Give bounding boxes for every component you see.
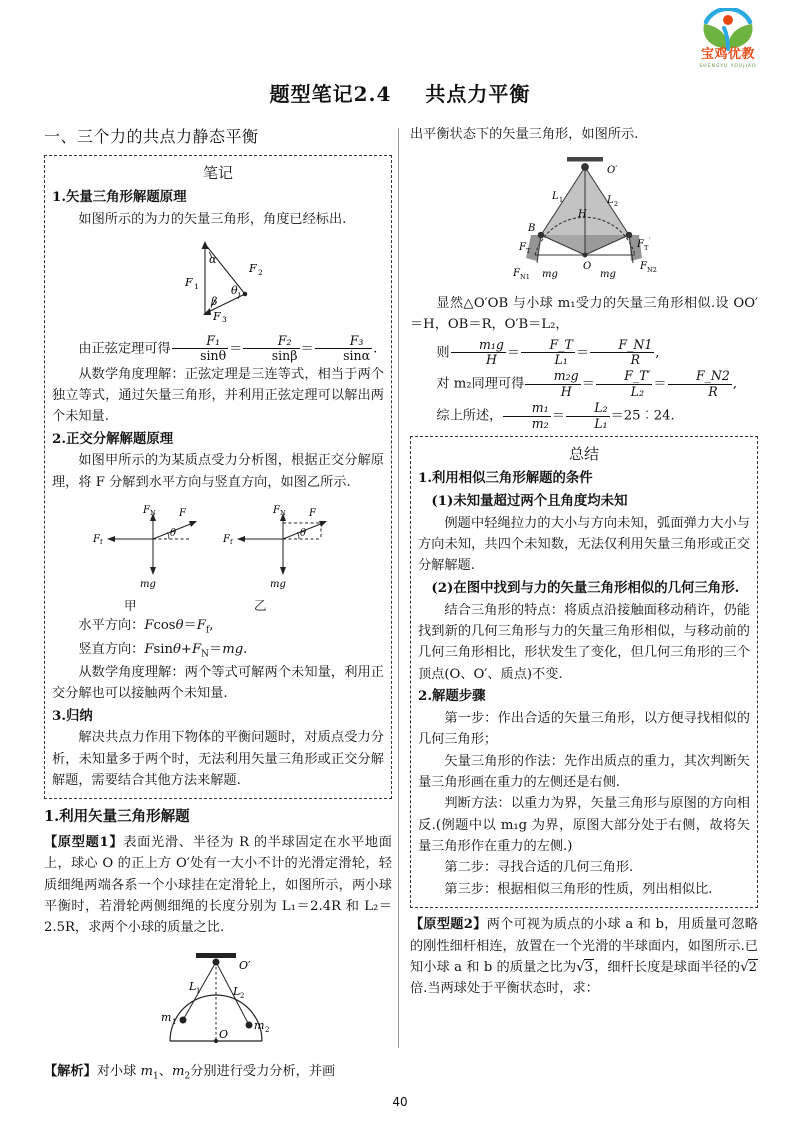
summary-item-2-heading: 2.解题步骤 bbox=[418, 688, 486, 705]
note-item-1-text: 如图所示的为力的矢量三角形，角度已经标出. bbox=[78, 211, 347, 227]
svg-text:L: L bbox=[552, 191, 559, 203]
note-item-3-text: 解决共点力作用下物体的平衡问题时，对质点受力分析，未知量多于两个时，无法利用矢量三角形或正交分解解题，需要结合其他方法来解题. bbox=[52, 730, 384, 788]
svg-text:O′: O′ bbox=[607, 165, 618, 177]
eq2-n2: F_T′ bbox=[624, 368, 651, 384]
left-column bbox=[44, 124, 392, 1084]
problem-2-text-b: ，细杆长度是球面半径的 bbox=[594, 959, 741, 975]
page-title bbox=[0, 78, 800, 107]
svg-text:L: L bbox=[607, 195, 614, 207]
sine-rule-n2: F₂ bbox=[277, 332, 292, 348]
eq3-n2: L₂ bbox=[594, 400, 608, 416]
vector-triangle-svg bbox=[153, 236, 283, 322]
svg-text:F: F bbox=[640, 261, 647, 273]
eq3-d2: L₁ bbox=[566, 416, 610, 431]
sine-rule-d3: sinα bbox=[315, 348, 372, 363]
svg-text:f: f bbox=[100, 538, 103, 547]
svg-text:F: F bbox=[309, 508, 316, 520]
equation-m2-lead: 对 m₂同理可得 bbox=[436, 377, 525, 392]
notes-box-title: 笔记 bbox=[202, 163, 233, 182]
continuation-text: 出平衡状态下的矢量三角形，如图所示. bbox=[410, 127, 639, 142]
svg-text:2: 2 bbox=[240, 991, 245, 1000]
problem-2-tag: 【原型题2】 bbox=[410, 917, 487, 933]
summary-step-1-method: 判断方法：以重力为界，矢量三角形与原图的方向相反.(例题中以 m₁g 为界，原图大部分处于右侧，故将矢量三角形作在重力的左侧.) bbox=[418, 796, 750, 855]
svg-text:L: L bbox=[189, 979, 197, 993]
problem-2-sqrt-2: 2 bbox=[748, 959, 757, 975]
summary-step-1: 第一步：作出合适的矢量三角形，以方便寻找相似的几何三角形； bbox=[418, 710, 750, 748]
right-column bbox=[410, 124, 758, 1000]
svg-text:F: F bbox=[185, 276, 193, 290]
svg-text:F: F bbox=[213, 310, 221, 323]
logo-brand-name: 宝鸡优教 bbox=[700, 47, 755, 62]
svg-text:2: 2 bbox=[258, 268, 263, 278]
problem-2-text-c: 倍.当两球处于平衡状态时，求： bbox=[410, 981, 599, 997]
note-item-2-heading: 2.正交分解解题原理 bbox=[52, 430, 174, 447]
svg-text:mg: mg bbox=[140, 579, 156, 591]
svg-text:N2: N2 bbox=[647, 266, 657, 275]
sine-rule-n1: F₁ bbox=[206, 332, 220, 348]
eq3-result: ＝25︰24. bbox=[610, 408, 675, 424]
svg-text:F: F bbox=[637, 239, 644, 251]
svg-text:1: 1 bbox=[194, 282, 199, 292]
problem-2-sqrt-1: 3 bbox=[584, 959, 594, 975]
svg-text:θ: θ bbox=[300, 528, 307, 540]
equation-m2: 对 m₂同理可得 $\frac{\text{m₂g}}{H}$ ＝ $\frac{F\_T'}{\text{L₂}}$ ＝ $\frac{F\_N2}{R}$ , bbox=[436, 368, 738, 399]
summary-step-3: 第三步：根据相似三角形的性质，列出相似比. bbox=[444, 881, 713, 897]
svg-text:F: F bbox=[519, 242, 526, 254]
eq1-n3: F_N1 bbox=[618, 336, 653, 352]
svg-text:1: 1 bbox=[172, 1017, 177, 1026]
eq1-d1: H bbox=[451, 352, 506, 367]
svg-text:T: T bbox=[644, 244, 649, 253]
svg-text:α: α bbox=[209, 253, 217, 267]
sine-rule-d2: sinβ bbox=[243, 348, 299, 363]
svg-text:L: L bbox=[233, 984, 241, 998]
topic-heading: 1.利用矢量三角形解题 bbox=[44, 808, 190, 826]
eq2-n3: F_N2 bbox=[695, 368, 730, 384]
section-heading: 一、三个力的共点力静态平衡 bbox=[44, 127, 259, 146]
note-item-3-heading: 3.归纳 bbox=[52, 707, 93, 724]
svg-text:θ: θ bbox=[170, 528, 177, 540]
summary-condition-1-text: 例题中轻绳拉力的大小与方向未知，弧面弹力大小与方向未知，共四个未知数，无法仅利用矢量三角形或正交分解解题. bbox=[418, 515, 750, 574]
sine-rule-n3: F₃ bbox=[349, 332, 364, 348]
note-item-1-explanation: 从数学角度理解：正弦定理是三连等式，相当于两个独立等式，通过矢量三角形，并利用正弦定理可以解出两个未知量. bbox=[52, 366, 384, 425]
note-item-2-text: 如图甲所示的为某质点受力分析图，根据正交分解原理，将 F 分解到水平方向与竖直方向，如图乙所示. bbox=[52, 453, 384, 490]
logo-brand-pinyin: SHENGYU YOUJIAO bbox=[699, 63, 757, 69]
figure-caption-jia: 甲 bbox=[124, 598, 137, 614]
summary-condition-1-heading: (1)未知量超过两个且角度均未知 bbox=[431, 493, 628, 510]
svg-text:F: F bbox=[179, 508, 186, 520]
equation-m1: 则 $\frac{\text{m₁g}}{H}$ ＝ $\frac{F\_T}{\text{L₁}}$ ＝ $\frac{F\_N1}{R}$ , bbox=[436, 336, 660, 367]
eq2-n1: m₂g bbox=[553, 368, 579, 384]
svg-text:F: F bbox=[249, 262, 257, 276]
eq2-d2: L₂ bbox=[596, 384, 653, 399]
similar-triangles-force-figure bbox=[410, 151, 758, 288]
problem-1-tag: 【原型题1】 bbox=[44, 834, 124, 850]
svg-text:mg: mg bbox=[270, 579, 286, 591]
svg-text:θ: θ bbox=[231, 284, 238, 298]
similar-triangles-svg bbox=[479, 151, 689, 281]
svg-text:T: T bbox=[526, 247, 531, 256]
page-number: 40 bbox=[392, 1095, 408, 1109]
svg-text:N: N bbox=[280, 509, 286, 518]
svg-text:mg: mg bbox=[542, 269, 558, 281]
eq2-d3: R bbox=[668, 384, 732, 399]
column-divider bbox=[398, 128, 399, 1048]
svg-text:N: N bbox=[150, 509, 156, 518]
equation-ratio: 综上所述， $\frac{\text{m₁}}{\text{m₂}}$ ＝ $\frac{\text{L₂}}{\text{L₁}}$ ＝25︰24. bbox=[436, 400, 675, 431]
eq1-d3: R bbox=[590, 352, 654, 367]
problem-1-text: 表面光滑、半径为 R 的半球固定在水平地面上，球心 O 的正上方 O′处有一大小不计的光滑定滑轮，轻质细绳两端各系一个小球挂在定滑轮上，如图所示，两小球平衡时，若滑轮两侧细绳的长度分别为 L₁＝2.4R 和 L₂＝2.5R，求两个小球的质量之比. bbox=[44, 834, 392, 936]
svg-text:F: F bbox=[273, 505, 280, 517]
svg-text:m: m bbox=[254, 1018, 265, 1032]
equation-m1-lead: 则 bbox=[436, 345, 450, 361]
svg-text:F: F bbox=[93, 534, 100, 546]
svg-text:m: m bbox=[161, 1010, 172, 1024]
figure-caption-yi: 乙 bbox=[254, 598, 267, 614]
summary-condition-2-heading: (2)在图中找到与力的矢量三角形相似的几何三角形. bbox=[431, 579, 740, 596]
page-title-label: 题型笔记2.4 bbox=[269, 82, 392, 106]
summary-box bbox=[410, 436, 758, 908]
svg-text:2: 2 bbox=[614, 200, 619, 209]
equation-horizontal: 水平方向：$Fcos\theta=F_f$, bbox=[78, 618, 214, 637]
orthogonal-decomposition-figure bbox=[52, 499, 384, 614]
svg-text:1: 1 bbox=[559, 196, 564, 205]
svg-text:′: ′ bbox=[649, 237, 651, 246]
sine-rule-d1: sinθ bbox=[172, 348, 228, 363]
svg-text:O: O bbox=[583, 261, 592, 273]
svg-text:β: β bbox=[211, 295, 218, 309]
problem-2: 【原型题2】两个可视为质点的小球 a 和 b，用质量可忽略的刚性细杆相连，放置在一个光滑的半球面内，如图所示.已知小球 a 和 b 的质量之比为√3，细杆长度是球面半径的√2倍.当两球处于平衡状态时，求： bbox=[410, 917, 758, 997]
brand-logo bbox=[680, 8, 776, 70]
hemisphere-pulley-svg bbox=[123, 945, 313, 1050]
summary-step-1-note: 矢量三角形的作法：先作出质点的重力，其次判断矢量三角形画在重力的左侧还是右侧. bbox=[418, 753, 750, 790]
hemisphere-pulley-figure bbox=[44, 945, 392, 1057]
summary-step-2: 第二步：寻找合适的几何三角形. bbox=[444, 860, 634, 876]
svg-text:f: f bbox=[230, 538, 233, 547]
equation-vertical: 竖直方向：$Fsin\theta+F_N=mg$. bbox=[78, 641, 248, 660]
summary-condition-2-text: 结合三角形的特点：将质点沿接触面移动稍许，仍能找到新的几何三角形与力的矢量三角形相似，与移动前的几何三角形相比，形状发生了变化，但几何三角形的三个顶点(O、O′、质点)不变. bbox=[418, 602, 750, 682]
svg-text:O: O bbox=[219, 1027, 229, 1041]
svg-text:2: 2 bbox=[265, 1025, 270, 1034]
analysis-tag: 【解析】 bbox=[44, 1064, 97, 1080]
svg-text:N1: N1 bbox=[520, 273, 530, 282]
note-item-1-heading: 1.矢量三角形解题原理 bbox=[52, 189, 187, 206]
page-title-topic: 共点力平衡 bbox=[425, 82, 531, 106]
similarity-paragraph: 显然△O′OB 与小球 m₁受力的矢量三角形相似.设 OO′＝H，OB＝R，O′B＝L₂， bbox=[410, 295, 758, 333]
analysis-paragraph: 【解析】对小球 $m_1$、$m_2$分别进行受力分析，并画 bbox=[44, 1064, 336, 1082]
summary-box-title: 总结 bbox=[568, 445, 599, 464]
orthogonal-decomposition-svg bbox=[73, 499, 363, 591]
sine-rule-equation: 由正弦定理可得 $\frac{\text{F₁}}{\sin\theta}$ ＝ $\frac{\text{F₂}}{\sin\beta}$ ＝ $\frac{\text{F₃}}{\sin\alpha}$ . bbox=[78, 332, 378, 364]
eq1-n1: m₁g bbox=[478, 336, 504, 352]
svg-text:O′: O′ bbox=[239, 958, 251, 972]
svg-text:B: B bbox=[528, 223, 536, 235]
sine-rule-lead: 由正弦定理可得 bbox=[78, 341, 171, 357]
eq3-d1: m₂ bbox=[503, 416, 550, 431]
svg-text:mg: mg bbox=[600, 269, 616, 281]
equation-ratio-lead: 综上所述， bbox=[436, 408, 503, 424]
eq2-d1: H bbox=[525, 384, 580, 399]
svg-text:3: 3 bbox=[222, 315, 227, 323]
eq1-n2: F_T bbox=[549, 336, 573, 352]
note-item-2-explanation: 从数学角度理解：两个等式可解两个未知量，利用正交分解也可以接触两个未知量. bbox=[52, 664, 384, 702]
problem-1 bbox=[44, 832, 392, 939]
vector-triangle-figure bbox=[52, 236, 384, 329]
notes-box bbox=[44, 155, 392, 799]
svg-text:1: 1 bbox=[196, 986, 201, 995]
svg-text:F: F bbox=[223, 534, 230, 546]
problem-2-text-a: 两个可视为质点的小球 a 和 b，用质量可忽略的刚性细杆相连，放置在一个光滑的半球面内，如图所示.已知小球 a 和 b 的质量之比为 bbox=[410, 917, 758, 975]
summary-item-1-heading: 1.利用相似三角形解题的条件 bbox=[418, 470, 593, 487]
eq3-n1: m₁ bbox=[531, 400, 549, 416]
eq1-d2: L₁ bbox=[521, 352, 575, 367]
svg-text:H: H bbox=[578, 209, 587, 221]
svg-text:F: F bbox=[143, 505, 150, 517]
svg-text:F: F bbox=[513, 268, 520, 280]
